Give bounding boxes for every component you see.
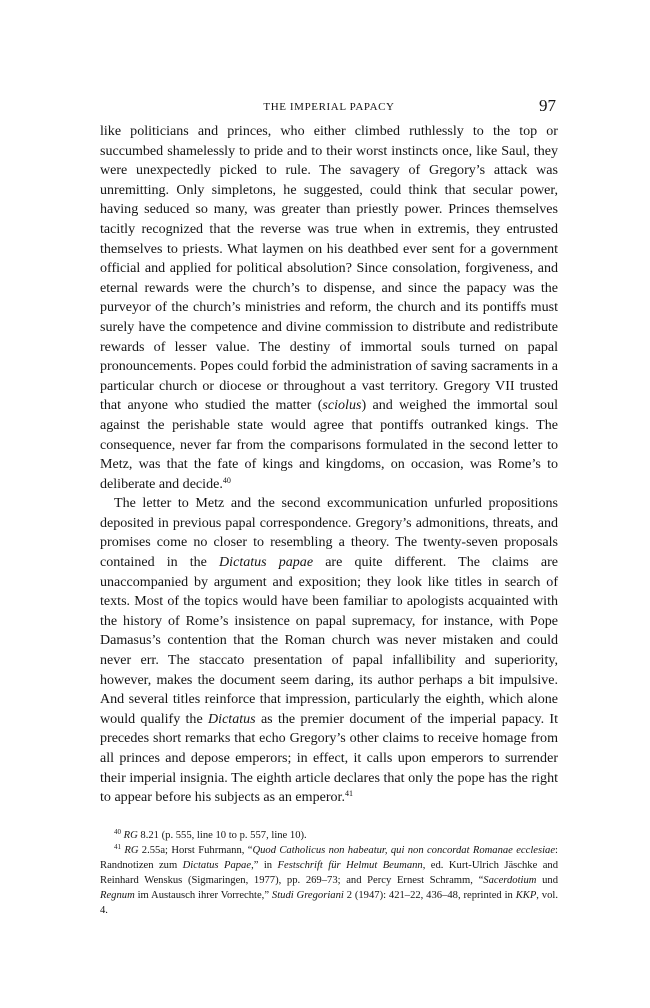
- footnote-text: ,” in: [251, 859, 278, 871]
- body-text: [100, 122, 558, 808]
- footnote-text: und: [536, 874, 558, 886]
- text-run: are quite different. The claims are unaccompanied by argument and exposition; they look like titles in search of texts. Most of the topics would have been familiar to apologists acquainted with the history of Rome’s insistence on papal supremacy, for instance, with Pope Damasus’s contention that the Roman church was never mistaken and could never err. The staccato presentation of papal infallibility and superiority, however, makes the document seem daring, its author perhaps a bit impulsive. And several titles reinforce that impression, particularly the eighth, which alone would qualify the: [100, 554, 558, 727]
- italic-title: Studi Gregoriani: [271, 889, 344, 901]
- footnote: [100, 843, 558, 918]
- footnote-text: 8.21 (p. 555, line 10 to p. 557, line 10).: [137, 829, 307, 841]
- text-run: like politicians and princes, who either climbed ruthlessly to the top or succumbed shamelessly to pride and to their worst instincts once, like Saul, they were unexpectedly picked to rule. The savagery of Gregory’s attack was unremitting. Only simpletons, he suggested, could think that secular power, having seduced so many, was greater than priestly power. Princes themselves tacitly recognized that the reverse was true when in extremis, they entrusted themselves to priests. What laymen on his deathbed ever sent for a government official and applied for political absolution? Since consolation, forgiveness, and eternal rewards were the church’s to dispense, and since the papacy was the purveyor of the church’s ministries and reform, the church and its pontiffs must surely have the competence and divine commission to distribute and redistribute rewards of lesser value. The destiny of immortal souls turned on papal pronouncements. Popes could forbid the administration of saving sacraments in a particular church or diocese or throughout a vast territory. Gregory VII trusted that anyone who studied the matter (: [100, 123, 558, 414]
- running-title: THE IMPERIAL PAPACY: [263, 101, 395, 113]
- footnote-text: , vol. 4.: [100, 889, 558, 916]
- footnote-ref: 40: [222, 475, 231, 485]
- footnote-number: 40: [114, 827, 121, 836]
- italic-abbrev: KKP: [515, 889, 537, 901]
- italic-title: Quod Catholicus non habeatur, qui non concordat Romanae ecclesiae: [252, 844, 556, 856]
- footnote-text: , ed. Kurt-Ulrich Jäschke and Reinhard Wenskus (Sigmaringen, 1977), pp. 269–73; and Percy Ernest Schramm, “: [100, 859, 558, 886]
- footnote-text: im Austausch ihrer Vorrechte,”: [134, 889, 272, 901]
- footnote-text: : Randnotizen zum: [100, 844, 558, 871]
- page-number: 97: [539, 96, 556, 115]
- footnote-text: 2 (1947): 421–22, 436–48, reprinted in: [343, 889, 516, 901]
- footnote-ref: 41: [344, 789, 353, 799]
- italic-term: Regnum: [100, 889, 135, 901]
- italic-title: Dictatus Papae: [182, 859, 252, 871]
- italic-title: Festschrift für Helmut Beumann: [277, 859, 423, 871]
- book-page: [100, 96, 558, 918]
- footnote-text: 2.55a; Horst Fuhrmann, “: [138, 844, 253, 856]
- italic-term: sciolus: [322, 397, 362, 414]
- footnote-number: 41: [114, 842, 121, 851]
- footnotes: [100, 828, 558, 918]
- italic-abbrev: RG: [124, 844, 139, 856]
- italic-term: Sacerdotium: [483, 874, 537, 886]
- text-run: The letter to Metz and the second excommunication unfurled propositions deposited in previous papal correspondence. Gregory’s admonitions, threats, and promises come no closer to resembling a theory. The twenty-seven proposals contained in the: [100, 495, 558, 571]
- italic-title: Dictatus: [208, 710, 256, 727]
- text-run: as the premier document of the imperial papacy. It precedes short remarks that echo Gregory’s other claims to receive homage from all princes and depose emperors; in effect, it calls upon emperors to surrender their imperial insignia. The eighth article declares that only the pope has the right to appear before his subjects as an emperor.: [100, 710, 558, 806]
- italic-title: Dictatus papae: [219, 554, 314, 571]
- footnote: [100, 828, 558, 843]
- italic-abbrev: RG: [123, 829, 138, 841]
- running-header: [100, 96, 558, 118]
- paragraph: [100, 122, 558, 494]
- text-run: ) and weighed the immortal soul against the perishable state would agree that pontiffs outranked kings. The consequence, never far from the comparisons formulated in the second letter to Metz, was that the fate of kings and kingdoms, on occasion, was Rome’s to deliberate and decide.: [100, 397, 558, 492]
- paragraph: [100, 494, 558, 808]
